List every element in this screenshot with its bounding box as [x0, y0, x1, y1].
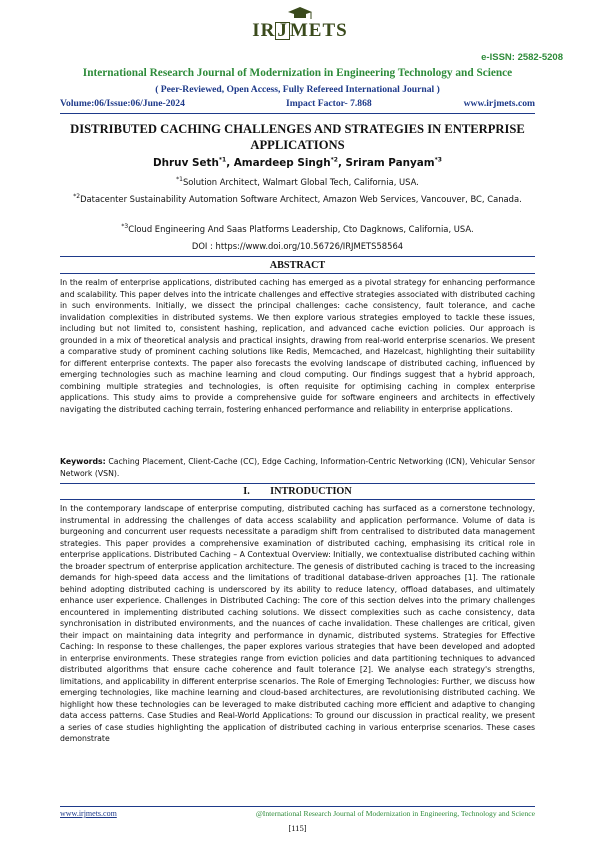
header-rule	[60, 113, 535, 114]
introduction-heading: I. INTRODUCTION	[243, 486, 352, 497]
doi-link[interactable]: DOI : https://www.doi.org/10.56726/IRJMETS58564	[191, 241, 404, 251]
footer-website[interactable]: www.irjmets.com	[60, 809, 117, 818]
footer-rule	[60, 806, 535, 807]
paper-title: DISTRIBUTED CACHING CHALLENGES AND STRATEGIES IN ENTERPRISE APPLICATIONS	[70, 122, 525, 152]
issue-info	[60, 98, 535, 111]
affiliation	[60, 193, 535, 206]
keywords	[60, 456, 535, 479]
section-rule	[60, 256, 535, 257]
review-note: ( Peer-Reviewed, Open Access, Fully Refereed International Journal )	[155, 84, 440, 95]
abstract-body	[60, 277, 535, 415]
keywords-label: Keywords:	[60, 457, 106, 466]
affiliation-mark: *2	[73, 193, 81, 201]
affiliation	[60, 176, 535, 189]
footer-copyright: @International Research Journal of Modernization in Engineering, Technology and Science	[255, 809, 535, 818]
journal-logo	[240, 6, 360, 40]
eissn: e-ISSN: 2582-5208	[481, 52, 563, 63]
journal-website[interactable]: www.irjmets.com	[463, 98, 535, 109]
affiliation-mark: *3	[121, 223, 129, 231]
author-mark: *1	[218, 156, 227, 164]
abstract-heading: ABSTRACT	[269, 260, 326, 271]
author-list: Dhruv Seth$^{*1}$, Amardeep Singh$^{*2}$, Sriram Panyam$^{*3}$	[153, 156, 442, 169]
author-mark: *3	[434, 156, 442, 164]
abstract-text: In the realm of enterprise applications, distributed caching has emerged as a pivotal strategy for enhancing performance and scalability. This paper delves into the intricate challenges and effective strategies associated with distributed caching in such environments. Initially, we dissect the principal challenges: cache consistency, fault tolerance, and cache invalidation complexities in distributed systems. We then explore various strategies employed to tackle these issues, including but not limited to, consistent hashing, replication, and advanced cache eviction policies. Our approach is grounded in a mix of theoretical analysis and practical insights, drawing from real-world enterprise scenarios. We present a comparative study of prominent caching solutions like Redis, Memcached, and Hazelcast, highlighting their suitability for different enterprise contexts. The paper also forecasts the evolving landscape of distributed caching, influenced by emerging technologies such as machine learning and cloud computing. Our findings suggest that a hybrid approach, combining multiple strategies and technologies, is often requisite for optimising caching in complex enterprise applications. This study aims to provide a comprehensive guide for software engineers and architects in effectively navigating the distributed caching terrain, fostering enhanced performance and reliability in enterprise applications.	[60, 278, 535, 414]
affiliation	[60, 223, 535, 236]
logo-text: IR J METS	[252, 20, 348, 41]
affiliation-text: Cloud Engineering And Saas Platforms Leadership, Cto Dagknows, California, USA.	[128, 224, 474, 234]
impact-factor: Impact Factor- 7.868	[286, 98, 372, 109]
author-name: Dhruv Seth	[153, 157, 219, 169]
affiliation-mark: *1	[176, 176, 183, 184]
author-mark: *2	[330, 156, 338, 164]
section-rule	[60, 499, 535, 500]
introduction-text: In the contemporary landscape of enterprise computing, distributed caching has surfaced as a cornerstone technology, instrumental in addressing the challenges of data access scalability and application performance. Volume of data is burgeoning and concurrent user requests necessitate a paradigm shift from centralised to distributed data management strategies. This paper provides a comprehensive examination of distributed caching, emphasising its critical role in enterprise applications. Distributed Caching – A Contextual Overview: Initially, we contextualise distributed caching within the broader spectrum of enterprise application architecture. The genesis of distributed caching is traced to the increasing demands for high-speed data access and the limitations of traditional database-driven approaches [1]. The rationale behind adopting distributed caching is underscored by its ability to reduce latency, offload databases, and ultimately enhance user experience. Challenges in Distributed Caching: The core of this section delves into the primary challenges encountered in implementing distributed caching solutions. We dissect complexities such as cache consistency, data synchronisation in distributed environments, and the nuances of cache invalidation. These challenges are critical, given their impact on maintaining data integrity and performance in dynamic, distributed systems. Strategies for Effective Caching: In response to these challenges, the paper explores various strategies that have been developed and adopted in enterprise environments. These strategies range from eviction policies and data partitioning techniques to advanced distributed algorithms that ensure cache coherence and fault tolerance [2]. We analyse each strategy's strengths, limitations, and applicability in different enterprise scenarios. The Role of Emerging Technologies: Further, we discuss how emerging technologies, like machine learning and cloud-based architectures, are revolutionising distributed caching. We highlight how these technologies can be leveraged to make distributed caching more efficient and adaptive to changing data access patterns. Case Studies and Real-World Applications: To ground our discussion in practical reality, we present a series of case studies highlighting the application of distributed caching in various enterprise scenarios. These cases demonstrate	[60, 504, 535, 743]
author-name: Amardeep Singh	[233, 157, 331, 169]
volume-issue: Volume:06/Issue:06/June-2024	[60, 98, 185, 109]
section-rule	[60, 483, 535, 484]
page-number: [115]	[288, 823, 307, 833]
introduction-body	[60, 503, 535, 745]
affiliation-text: Solution Architect, Walmart Global Tech, California, USA.	[182, 177, 419, 187]
section-rule	[60, 273, 535, 274]
journal-name: International Research Journal of Modernization in Engineering Technology and Science	[82, 67, 513, 79]
keywords-text: Caching Placement, Client-Cache (CC), Edge Caching, Information-Centric Networking (ICN), Vehicular Sensor Network (VSN).	[60, 457, 536, 478]
affiliation-text: Datacenter Sustainability Automation Software Architect, Amazon Web Services, Vancouver, BC, Canada.	[80, 194, 522, 204]
author-name: Sriram Panyam	[345, 157, 435, 169]
